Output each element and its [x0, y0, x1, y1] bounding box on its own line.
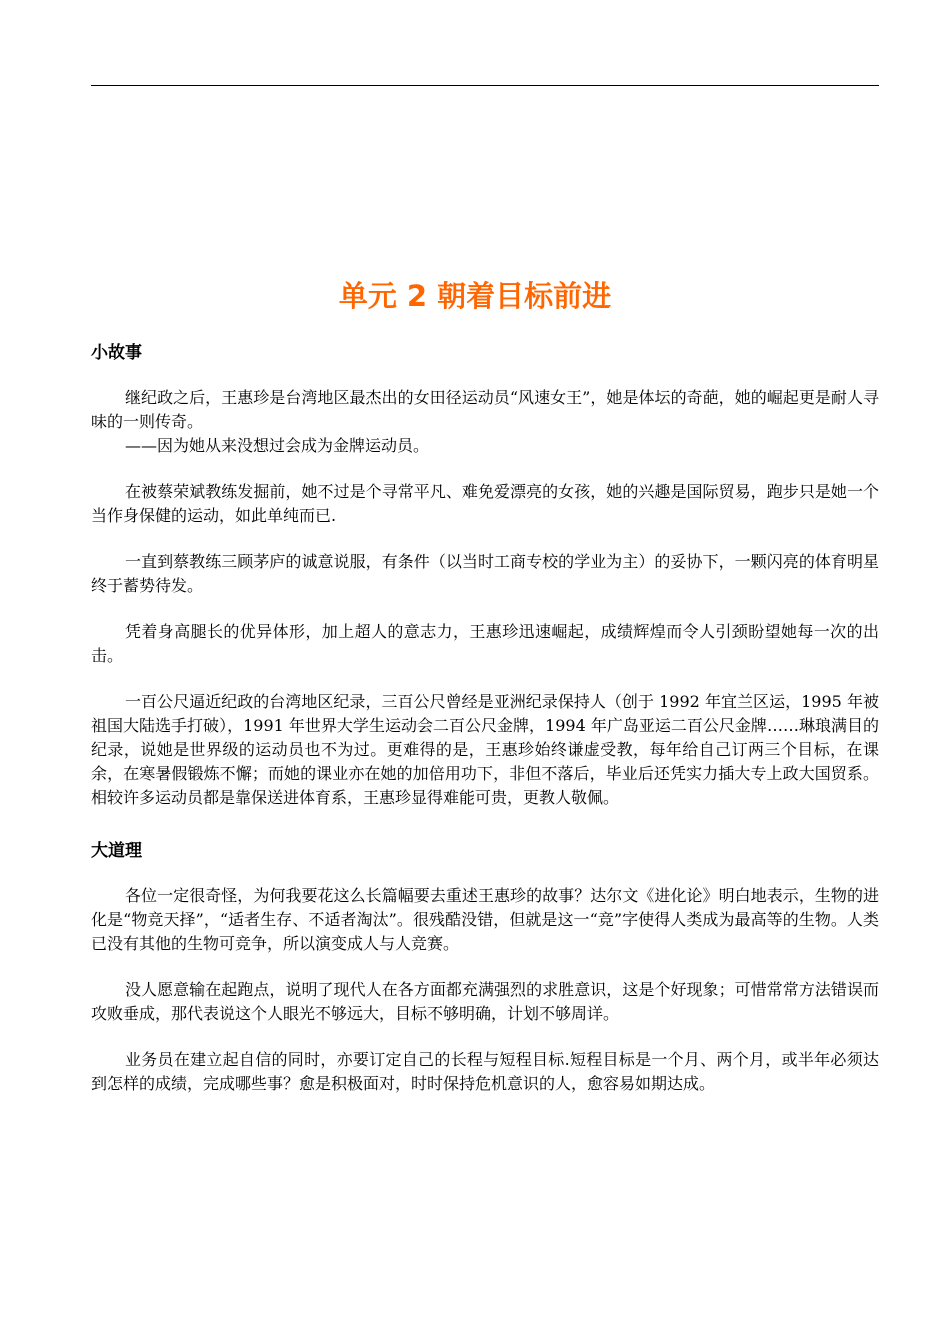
paragraph: 一直到蔡教练三顾茅庐的诚意说服，有条件（以当时工商专校的学业为主）的妥协下，一颗闪亮的体育明星终于蓄势待发。 [91, 552, 879, 595]
paragraph: 业务员在建立起自信的同时，亦要订定自己的长程与短程目标.短程目标是一个月、两个月，或半年必须达到怎样的成绩，完成哪些事？愈是积极面对，时时保持危机意识的人，愈容易如期达成。 [91, 1050, 879, 1093]
paragraph: ——因为她从来没想过会成为金牌运动员。 [125, 436, 430, 455]
document-body [91, 340, 879, 1118]
page-title: 单元 2 朝着目标前进 [338, 279, 612, 313]
paragraph: 凭着身高腿长的优异体形，加上超人的意志力，王惠珍迅速崛起，成绩辉煌而令人引颈盼望她每一次的出击。 [91, 622, 879, 665]
paragraph: 一百公尺逼近纪政的台湾地区纪录，三百公尺曾经是亚洲纪录保持人（创于 1992 年宜兰区运，1995 年被祖国大陆选手打破），1991 年世界大学生运动会二百公尺金牌，1994 年广岛亚运二百公尺金牌……琳琅满目的纪录，说她是世界级的运动员也不为过。更难得的是，王惠珍始终谦虚受教，每年给自己订两三个目标，在课余，在寒暑假锻炼不懈；而她的课业亦在她的加倍用功下，非但不落后，毕业后还凭实力插大专上政大国贸系。相较许多运动员都是靠保送进体育系，王惠珍显得难能可贵，更教人敬佩。 [91, 692, 879, 807]
paragraph: 各位一定很奇怪，为何我要花这么长篇幅要去重述王惠珍的故事？达尔文《进化论》明白地表示，生物的进化是“物竞天择”，“适者生存、不适者淘汰”。很残酷没错，但就是这一“竞”字使得人类成为最高等的生物。人类已没有其他的生物可竞争，所以演变成人与人竞赛。 [91, 886, 879, 953]
paragraph: 没人愿意输在起跑点，说明了现代人在各方面都充满强烈的求胜意识，这是个好现象；可惜常常方法错误而攻败垂成，那代表说这个人眼光不够远大，目标不够明确，计划不够周详。 [91, 980, 879, 1023]
paragraph: 在被蔡荣斌教练发掘前，她不过是个寻常平凡、难免爱漂亮的女孩，她的兴趣是国际贸易，跑步只是她一个当作身保健的运动，如此单纯而已. [91, 482, 879, 525]
section-heading-lesson: 大道理 [91, 841, 142, 861]
paragraph: 继纪政之后，王惠珍是台湾地区最杰出的女田径运动员“风速女王”，她是体坛的奇葩，她的崛起更是耐人寻味的一则传奇。 [91, 388, 879, 431]
header-rule [91, 85, 879, 86]
section-heading-story: 小故事 [91, 343, 142, 363]
